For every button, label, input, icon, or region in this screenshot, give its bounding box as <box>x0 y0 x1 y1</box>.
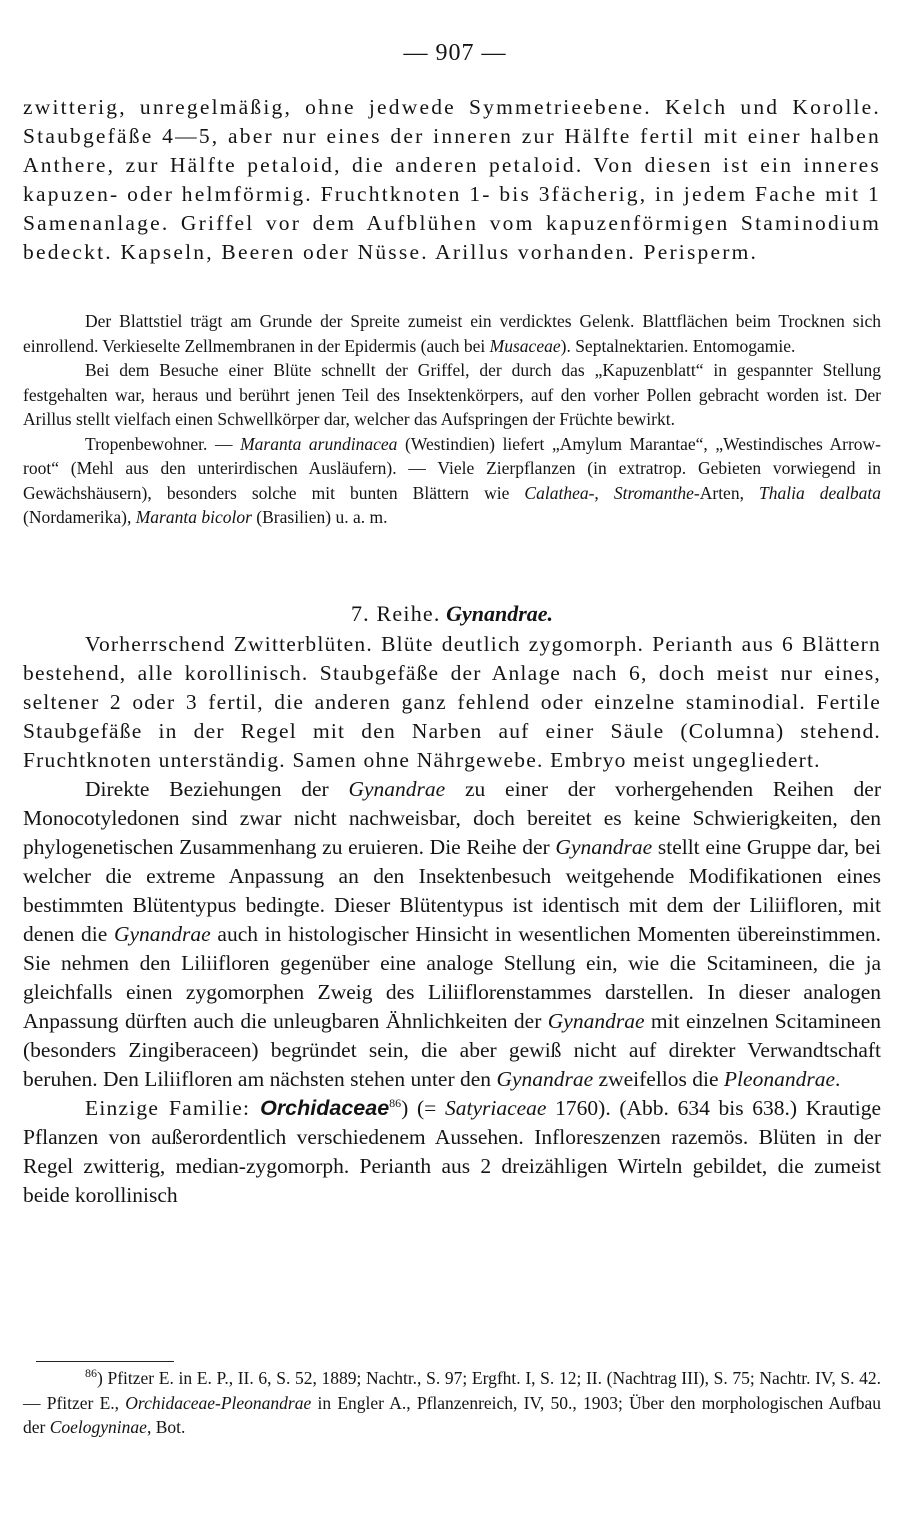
paragraph-family-orchidaceae: Einzige Familie: Orchidaceae$^{86}$) (= Satyriaceae 1760). (Abb. 634 bis 638.) Krautige Pflanzen von außerordentlich verschiedenem Aussehen. Infloreszenzen razemös. Blüten in der Regel zwitterig, median-zygomorph. Perianth aus 2 dreizähligen Wirteln gebildet, die zumeist beide korollinisch <box>23 1095 881 1207</box>
main-text <box>23 630 881 1210</box>
footnote-reference: 86 <box>389 1095 402 1110</box>
footnote-divider <box>36 1361 174 1362</box>
notes-block <box>23 309 881 530</box>
paragraph-relationships: Direkte Beziehungen der Gynandrae zu einer der vorhergehenden Reihen der Monocotyledonen sind zwar nicht nachweisbar, doch bereitet es keine Schwierigkeiten, den phylogenetischen Zusammenhang zu eruieren. Die Reihe der Gynandrae stellt eine Gruppe dar, bei welcher die extreme Anpassung an den Insektenbesuch weitgehende Modifikationen eines bestimmten Blütentypus bedingte. Dieser Blütentypus ist identisch mit dem der Liliifloren, mit denen die Gynandrae auch in histologischer Hinsicht in wesentlichen Momenten übereinstimmen. Sie nehmen den Liliifloren gegenüber eine analoge Stellung ein, wie die Scitamineen, die ja gleichfalls einen zygomorphen Zweig des Liliiflorenstammes darstellen. In dieser analogen Anpassung dürften auch die unleugbaren Ähnlichkeiten der Gynandrae mit einzelnen Scitamineen (besonders Zingiberaceen) begründet sein, die aber gewiß nicht auf direkter Verwandtschaft beruhen. Den Liliifloren am nächsten stehen unter den Gynandrae zweifellos die Pleonandrae. <box>23 777 881 1091</box>
note-distribution: Tropenbewohner. — Maranta arundinacea (Westindien) liefert „Amylum Marantae“, „Westindisches Arrow-root“ (Mehl aus den unterirdischen Ausläufern). — Viele Zierpflanzen (in extratrop. Gebieten vorwiegend in Gewächshäusern), besonders solche mit bunten Blättern wie Calathea-, Stromanthe-Arten, Thalia dealbata (Nordamerika), Maranta bicolor (Brasilien) u. a. m. <box>23 433 882 527</box>
page-number: — 907 — <box>403 40 507 66</box>
paragraph-text: zwitterig, unregelmäßig, ohne jedwede Symmetrieebene. Kelch und Korolle. Staubgefäße 4—5, aber nur eines der inneren zur Hälfte fertil mit einer halben Anthere, zur Hälfte petaloid, die anderen petaloid. Von diesen ist ein inneres kapuzen- oder helmförmig. Fruchtknoten 1- bis 3fächerig, in jedem Fache mit 1 Samenanlage. Griffel vor dem Aufblühen vom kapuzenförmigen Staminodium bedeckt. Kapseln, Beeren oder Nüsse. Arillus vorhanden. Perisperm. <box>23 95 881 264</box>
footnote: $^{86}$) Pfitzer E. in E. P., II. 6, S. 52, 1889; Nachtr., S. 97; Ergfht. I, S. 12; II. (Nachtrag III), S. 75; Nachtr. IV, S. 42. — Pfitzer E., Orchidaceae-Pleonandrae in Engler A., Pflanzenreich, IV, 50., 1903; Über den morphologischen Aufbau der Coelogyninae, Bot. <box>23 1366 881 1437</box>
section-heading <box>23 596 881 631</box>
note-anatomy: Der Blattstiel trägt am Grunde der Spreite zumeist ein verdicktes Gelenk. Blattflächen beim Trocknen sich einrollend. Verkieselte Zellmembranen in der Epidermis (auch bei Musaceae). Septalnektarien. Entomogamie. <box>23 311 881 356</box>
paragraph-family-description <box>23 93 881 267</box>
heading-prefix: 7. Reihe. <box>350 601 441 626</box>
footnote-mark: 86 <box>85 1366 97 1381</box>
note-pollination: Bei dem Besuche einer Blüte schnellt der Griffel, der durch das „Kapuzenblatt“ in gespannter Stellung festgehalten war, heraus und berührt jenen Teil des Insektenkörpers, auf den vorher Pollen gebracht worden ist. Der Arillus stellt vielfach einen Schwellkörper dar, welcher das Aufspringen der Früchte bewirkt. <box>23 360 881 429</box>
heading-name: Gynandrae. <box>446 601 554 626</box>
paragraph-characteristics: Vorherrschend Zwitterblüten. Blüte deutlich zygomorph. Perianth aus 6 Blättern bestehend, alle korollinisch. Staubgefäße der Anlage nach 6, doch meist nur eines, seltener 2 oder 3 fertil, die anderen ganz fehlend oder einzelne staminodial. Fertile Staubgefäße in der Regel mit den Narben auf einer Säule (Columna) stehend. Fruchtknoten unterständig. Samen ohne Nährgewebe. Embryo meist ungegliedert. <box>23 632 881 772</box>
